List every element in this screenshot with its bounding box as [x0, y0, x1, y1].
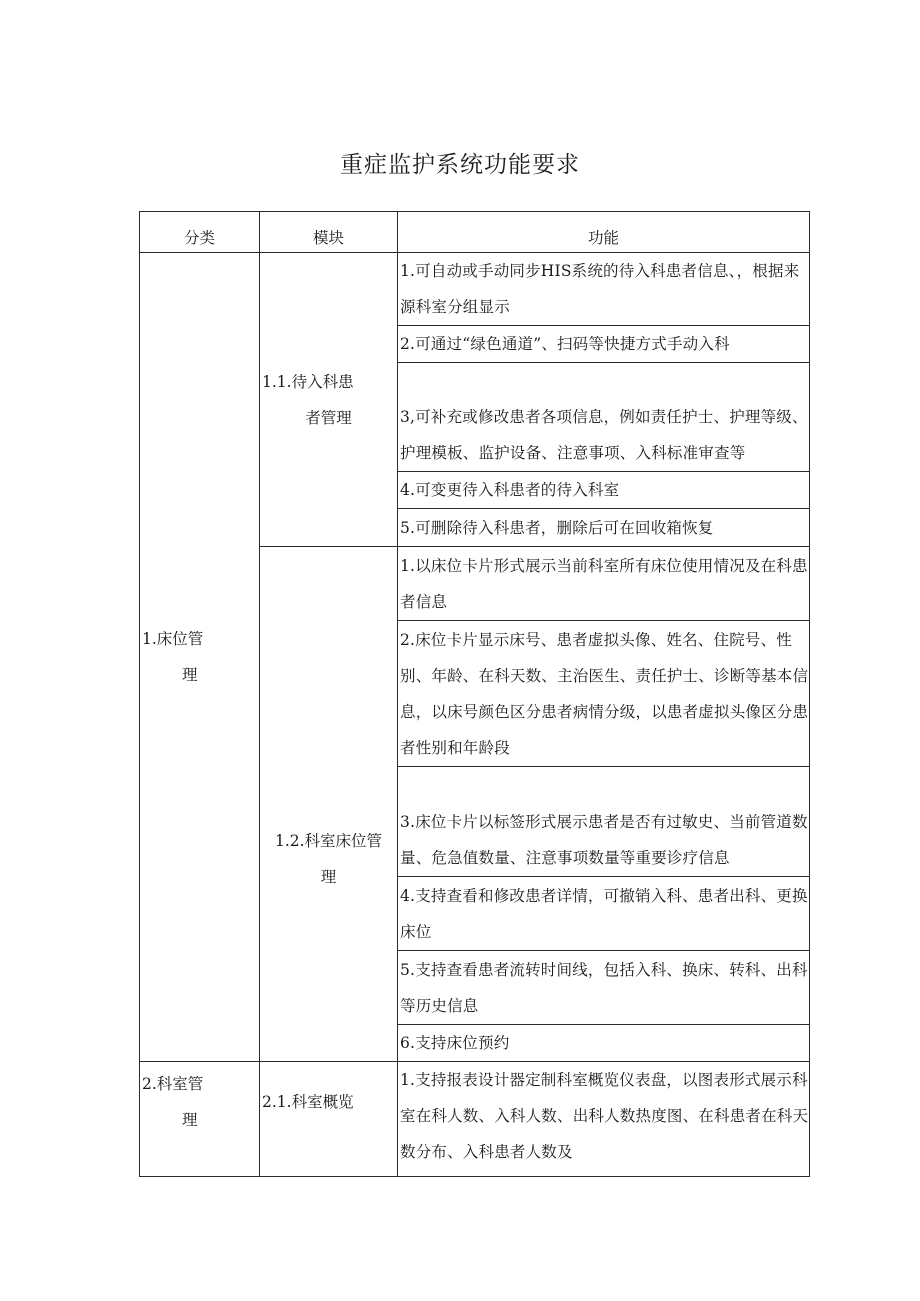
function-cell: 3.床位卡片以标签形式展示患者是否有过敏史、当前管道数量、危急值数量、注意事项数量等重要诊疗信息 — [398, 767, 810, 877]
header-category: 分类 — [140, 212, 260, 253]
function-cell: 4.可变更待入科患者的待入科室 — [398, 472, 810, 509]
category-cell-bed: 1.床位管 理 — [140, 253, 260, 1062]
category-cell-department: 2.科室管 理 — [140, 1062, 260, 1177]
function-cell: 4.支持查看和修改患者详情，可撤销入科、患者出科、更换床位 — [398, 877, 810, 951]
header-function: 功能 — [398, 212, 810, 253]
module-cell-pending: 1.1.待入科患 者管理 — [260, 253, 398, 547]
module-cell-overview: 2.1.科室概览 — [260, 1062, 398, 1177]
function-requirements-table — [139, 211, 810, 1177]
table-row — [140, 1062, 810, 1177]
header-module: 模块 — [260, 212, 398, 253]
function-cell: 2.床位卡片显示床号、患者虚拟头像、姓名、住院号、性别、年龄、在科天数、主治医生、责任护士、诊断等基本信息，以床号颜色区分患者病情分级，以患者虚拟头像区分患者性别和年龄段 — [398, 621, 810, 767]
function-cell: 3,可补充或修改患者各项信息，例如责任护士、护理等级、护理模板、监护设备、注意事项、入科标准审查等 — [398, 363, 810, 472]
function-cell: 1.以床位卡片形式展示当前科室所有床位使用情况及在科患者信息 — [398, 547, 810, 621]
function-cell: 5.支持查看患者流转时间线，包括入科、换床、转科、出科等历史信息 — [398, 951, 810, 1025]
module-cell-bed-management: 1.2.科室床位管 理 — [260, 547, 398, 1062]
function-cell: 2.可通过“绿色通道”、扫码等快捷方式手动入科 — [398, 326, 810, 363]
function-cell: 6.支持床位预约 — [398, 1025, 810, 1062]
table-header-row — [140, 212, 810, 253]
table-row — [140, 253, 810, 326]
function-cell: 1.可自动或手动同步HIS系统的待入科患者信息、，根据来源科室分组显示 — [398, 253, 810, 326]
function-cell: 1.支持报表设计器定制科室概览仪表盘，以图表形式展示科室在科人数、入科人数、出科人数热度图、在科患者在科天数分布、入科患者人数及 — [398, 1062, 810, 1177]
page-title: 重症监护系统功能要求 — [340, 152, 580, 178]
function-cell: 5.可删除待入科患者，删除后可在回收箱恢复 — [398, 509, 810, 547]
